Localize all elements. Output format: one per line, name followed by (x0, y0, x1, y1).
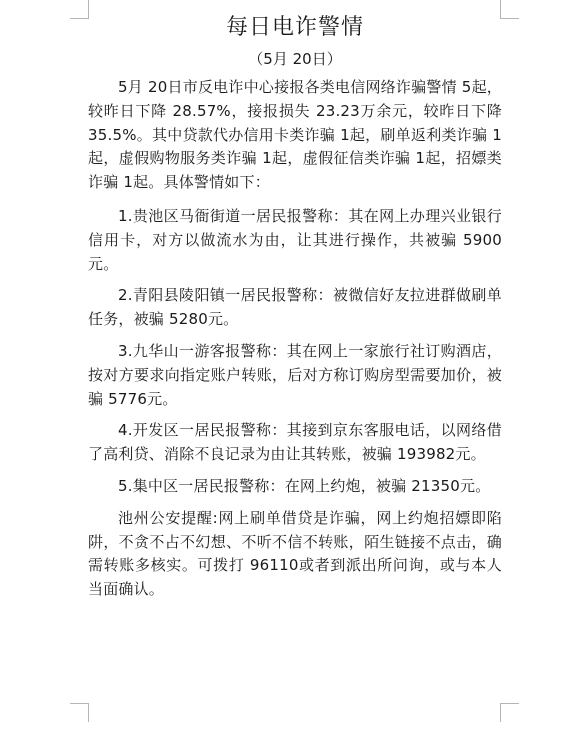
case-paragraph-3: 3.九华山一游客报警称：其在网上一家旅行社订购酒店，按对方要求向指定账户转账，后对方称订购房型需要加价，被骗 5776元。 (88, 341, 502, 408)
police-reminder-paragraph: 池州公安提醒:网上刷单借贷是诈骗，网上约炮招嫖即陷阱，不贪不占不幻想、不听不信不转账，陌生链接不点击，确需转账多核实。可拨打 96110或者到派出所问询，或与本人当面确认。 (88, 508, 502, 599)
case-paragraph-2: 2.青阳县陵阳镇一居民报警称：被微信好友拉进群做刷单任务，被骗 5280元。 (88, 286, 502, 329)
document-date: （5月 20日） (248, 50, 342, 68)
case-paragraph-5: 5.集中区一居民报警称：在网上约炮，被骗 21350元。 (118, 476, 491, 495)
page-corner-mark-bottom-left (70, 703, 89, 722)
document-title: 每日电诈警情 (225, 15, 364, 40)
page-corner-mark-bottom-right (500, 703, 519, 722)
case-paragraph-1: 1.贵池区马衙街道一居民报警称：其在网上办理兴业银行信用卡，对方以做流水为由，让其进行操作，共被骗 5900元。 (88, 206, 502, 273)
summary-paragraph: 5月 20日市反电诈中心接报各类电信网络诈骗警情 5起，较昨日下降 28.57%，接报损失 23.23万余元，较昨日下降 35.5%。其中贷款代办信用卡类诈骗 1起，刷单返利类诈骗 1起，虚假购物服务类诈骗 1起，虚假征信类诈骗 1起，招嫖类诈骗 1起。具体警情如下： (88, 78, 502, 192)
document-body (88, 76, 502, 610)
case-paragraph-4: 4.开发区一居民报警称：其接到京东客服电话，以网络借了高利贷、消除不良记录为由让其转账，被骗 193982元。 (88, 421, 502, 464)
